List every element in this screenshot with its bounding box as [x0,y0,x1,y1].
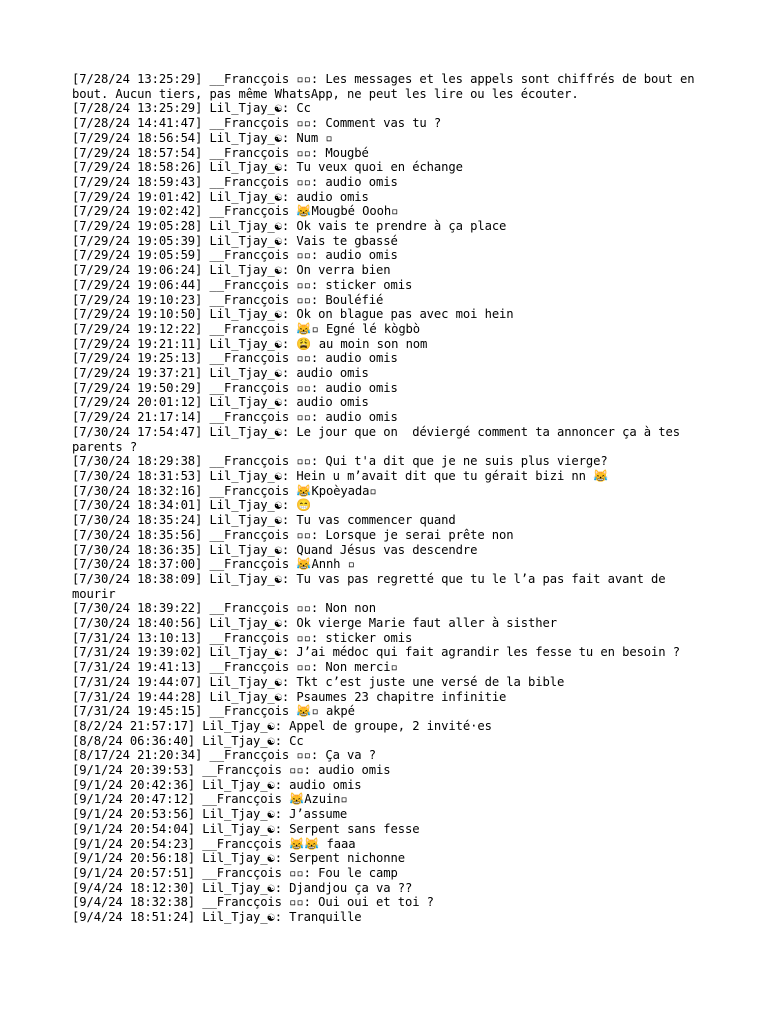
message-separator: : [310,601,326,616]
message-sender: __Francçois ▫▫ [209,116,311,131]
message-text: Psaumes 23 chapitre infinitie [296,689,507,704]
chat-line [72,160,696,175]
message-timestamp: [9/1/24 20:47:12] [72,792,196,807]
message-sender: Lil_Tjay_☯ [209,468,282,483]
message-text: Tu vas commencer quand [296,513,456,528]
message-sender: Lil_Tjay_☯ [202,807,275,822]
message-timestamp: [9/1/24 20:42:36] [72,777,196,792]
message-separator: : [310,248,326,263]
message-text: Kpoèyada▫ [311,483,377,498]
message-separator: : [310,748,326,763]
message-text: sticker omis [325,277,413,292]
chat-line [72,395,696,410]
chat-line [72,410,696,425]
message-separator: : [310,380,326,395]
message-separator: : [281,233,297,248]
message-timestamp: [7/29/24 20:01:12] [72,395,203,410]
message-timestamp: [7/30/24 18:37:00] [72,557,203,572]
message-separator: : [310,145,326,160]
chat-line [72,366,696,381]
message-separator: : [274,851,290,866]
message-sender: __Francçois 😹▫ [209,321,319,336]
message-text: Appel de groupe, 2 invité·es [289,718,492,733]
chat-line [72,822,696,837]
message-sender: __Francçois 😹 [202,792,305,807]
message-separator: : [281,130,297,145]
message-sender: Lil_Tjay_☯ [209,645,282,660]
chat-line [72,675,696,690]
chat-line [72,719,696,734]
message-sender: Lil_Tjay_☯ [202,910,275,925]
chat-line [72,175,696,190]
chat-line [72,866,696,881]
message-text: Quand Jésus vas descendre [296,542,478,557]
message-timestamp: [7/30/24 18:34:01] [72,498,203,513]
message-timestamp: [7/29/24 19:06:24] [72,263,203,278]
message-text: Serpent sans fesse [289,821,420,836]
message-sender: __Francçois ▫▫ [202,763,304,778]
message-separator: : [274,718,290,733]
message-text: Tu vas pas regretté que tu le l’a pas fait avant de mourir [72,571,673,601]
message-sender: __Francçois 😹 [209,483,312,498]
chat-line [72,248,696,263]
message-text: faaa [319,836,356,851]
chat-line [72,381,696,396]
message-sender: Lil_Tjay_☯ [202,777,275,792]
chat-line [72,660,696,675]
message-text: Mougbé [325,145,369,160]
message-separator: : [281,307,297,322]
chat-line [72,763,696,778]
message-text: Les messages et les appels sont chiffrés de bout en bout. Aucun tiers, pas même WhatsApp, ne peut les lire ou les écouter. [72,72,702,101]
chat-line [72,881,696,896]
message-timestamp: [7/29/24 18:56:54] [72,130,203,145]
message-separator: : [281,468,297,483]
message-sender: __Francçois ▫▫ [202,865,304,880]
message-sender: __Francçois ▫▫ [202,895,304,910]
message-sender: Lil_Tjay_☯ [209,160,282,175]
chat-line [72,704,696,719]
message-timestamp: [7/29/24 19:05:39] [72,233,203,248]
message-separator: : [310,351,326,366]
message-separator: : [310,72,326,86]
chat-line [72,895,696,910]
message-separator: : [274,807,290,822]
chat-line [72,792,696,807]
message-separator: : [281,689,297,704]
message-text: audio omis [325,351,398,366]
message-timestamp: [8/17/24 21:20:34] [72,748,203,763]
message-text: audio omis [296,395,369,410]
message-timestamp: [7/30/24 18:40:56] [72,616,203,631]
message-timestamp: [7/30/24 18:35:56] [72,527,203,542]
message-timestamp: [7/31/24 13:10:13] [72,630,203,645]
chat-line [72,337,696,352]
message-separator: : [281,498,297,513]
chat-line [72,263,696,278]
message-separator: : [274,910,290,925]
chat-line [72,351,696,366]
message-sender: __Francçois 😹 [209,204,312,219]
message-sender: Lil_Tjay_☯ [209,616,282,631]
message-timestamp: [7/29/24 18:59:43] [72,174,203,189]
message-text: Hein u m’avait dit que tu gérait bizi nn 😹 [296,468,609,483]
message-timestamp: [7/31/24 19:45:15] [72,704,203,719]
message-separator: : [310,527,326,542]
message-sender: __Francçois ▫▫ [209,145,311,160]
message-text: Tkt c’est juste une versé de la bible [296,674,565,689]
chat-line [72,601,696,616]
chat-line [72,513,696,528]
message-separator: : [310,292,326,307]
message-sender: Lil_Tjay_☯ [209,498,282,513]
message-timestamp: [7/29/24 19:05:28] [72,219,203,234]
message-text: Qui t'a dit que je ne suis plus vierge? [325,454,608,469]
chat-line [72,498,696,513]
message-text: audio omis [296,366,369,381]
message-timestamp: [7/30/24 17:54:47] [72,424,203,439]
message-timestamp: [7/29/24 19:37:21] [72,366,203,381]
message-timestamp: [7/31/24 19:44:28] [72,689,203,704]
message-sender: Lil_Tjay_☯ [209,366,282,381]
message-separator: : [281,395,297,410]
message-sender: __Francçois ▫▫ [209,630,311,645]
message-text: audio omis [325,380,398,395]
chat-line [72,146,696,161]
message-text: On verra bien [296,263,391,278]
message-sender: Lil_Tjay_☯ [209,571,282,586]
chat-line [72,234,696,249]
chat-line [72,190,696,205]
message-timestamp: [9/1/24 20:39:53] [72,763,196,778]
message-text: Vais te gbassé [296,233,398,248]
message-text: Cc [296,101,311,116]
message-timestamp: [7/29/24 19:50:29] [72,380,203,395]
message-separator: : [310,116,326,131]
message-text: Mougbé Oooh▫ [311,204,399,219]
message-sender: Lil_Tjay_☯ [202,718,275,733]
message-text: Ok vais te prendre à ça place [296,219,507,234]
message-text: Non merci▫ [325,660,398,675]
message-timestamp: [7/29/24 19:10:50] [72,307,203,322]
message-separator: : [274,880,290,895]
message-timestamp: [7/30/24 18:32:16] [72,483,203,498]
message-text: Azuin▫ [304,792,348,807]
message-text: Ok on blague pas avec moi hein [296,307,514,322]
message-sender: __Francçois 😹😹 [202,836,320,851]
message-sender: Lil_Tjay_☯ [209,189,282,204]
message-sender: Lil_Tjay_☯ [202,851,275,866]
chat-line [72,734,696,749]
message-separator: : [281,616,297,631]
chat-line [72,910,696,925]
message-text: Tranquille [289,910,362,925]
chat-line [72,293,696,308]
message-text: J’assume [289,807,348,822]
message-sender: __Francçois ▫▫ [209,601,311,616]
message-timestamp: [7/30/24 18:38:09] [72,571,203,586]
message-sender: __Francçois ▫▫ [209,292,311,307]
message-sender: __Francçois ▫▫ [209,380,311,395]
message-sender: __Francçois ▫▫ [209,72,311,86]
chat-line [72,616,696,631]
message-separator: : [310,277,326,292]
message-separator: : [281,263,297,278]
message-timestamp: [7/31/24 19:44:07] [72,674,203,689]
chat-line [72,131,696,146]
message-sender: __Francçois ▫▫ [209,351,311,366]
message-timestamp: [7/28/24 13:25:29] [72,72,203,86]
message-text: J’ai médoc qui fait agrandir les fesse tu en besoin ? [296,645,680,660]
chat-line [72,454,696,469]
chat-line [72,322,696,337]
chat-line [72,278,696,293]
message-sender: Lil_Tjay_☯ [202,733,275,748]
message-text: Fou le camp [318,865,398,880]
message-timestamp: [7/29/24 19:02:42] [72,204,203,219]
message-timestamp: [7/28/24 14:41:47] [72,116,203,131]
message-separator: : [281,542,297,557]
message-text: Ça va ? [325,748,377,763]
message-separator: : [310,454,326,469]
message-sender: Lil_Tjay_☯ [209,130,282,145]
message-text: 😩 au moin son nom [296,336,428,351]
message-timestamp: [8/2/24 21:57:17] [72,718,196,733]
message-timestamp: [7/30/24 18:35:24] [72,513,203,528]
message-sender: __Francçois ▫▫ [209,174,311,189]
message-timestamp: [9/1/24 20:53:56] [72,807,196,822]
message-separator: : [281,571,297,586]
message-separator: : [310,630,326,645]
chat-line [72,631,696,646]
message-sender: Lil_Tjay_☯ [202,821,275,836]
message-sender: __Francçois ▫▫ [209,248,311,263]
message-sender: __Francçois 😹 [209,557,312,572]
message-text: audio omis [296,189,369,204]
chat-line [72,469,696,484]
message-text: audio omis [318,763,391,778]
message-timestamp: [7/29/24 19:21:11] [72,336,203,351]
message-separator: : [281,189,297,204]
message-separator: : [281,424,297,439]
message-sender: Lil_Tjay_☯ [209,395,282,410]
message-text: Djandjou ça va ?? [289,880,413,895]
message-separator: : [274,733,290,748]
message-timestamp: [7/30/24 18:29:38] [72,454,203,469]
message-timestamp: [9/4/24 18:51:24] [72,910,196,925]
message-sender: Lil_Tjay_☯ [209,336,282,351]
message-separator: : [281,645,297,660]
message-timestamp: [7/30/24 18:36:35] [72,542,203,557]
chat-line [72,116,696,131]
chat-line [72,851,696,866]
chat-line [72,307,696,322]
message-timestamp: [7/30/24 18:31:53] [72,468,203,483]
message-separator: : [281,336,297,351]
message-sender: Lil_Tjay_☯ [209,542,282,557]
message-separator: : [281,513,297,528]
message-sender: Lil_Tjay_☯ [209,233,282,248]
message-separator: : [281,219,297,234]
message-text: Serpent nichonne [289,851,405,866]
message-separator: : [281,160,297,175]
chat-line [72,543,696,558]
chat-line [72,528,696,543]
message-separator: : [310,174,326,189]
message-timestamp: [7/29/24 19:25:13] [72,351,203,366]
message-separator: : [274,777,290,792]
message-timestamp: [7/29/24 19:12:22] [72,321,203,336]
message-sender: __Francçois ▫▫ [209,748,311,763]
message-sender: Lil_Tjay_☯ [209,674,282,689]
chat-line [72,72,702,101]
message-text: sticker omis [325,630,413,645]
message-text: Le jour que on déviergé comment ta annoncer ça à tes parents ? [72,424,688,454]
message-separator: : [310,410,326,425]
message-timestamp: [9/1/24 20:56:18] [72,851,196,866]
message-text: Ok vierge Marie faut aller à sisther [296,616,557,631]
message-text: akpé [318,704,355,719]
message-sender: Lil_Tjay_☯ [209,424,282,439]
message-timestamp: [7/29/24 19:10:23] [72,292,203,307]
chat-line [72,778,696,793]
chat-log [72,72,702,925]
message-separator: : [274,821,290,836]
chat-line [72,101,696,116]
message-text: Num ▫ [296,130,333,145]
message-sender: Lil_Tjay_☯ [209,101,282,116]
message-text: audio omis [325,248,398,263]
message-sender: Lil_Tjay_☯ [209,219,282,234]
chat-line [72,572,696,601]
message-separator: : [310,660,326,675]
chat-line [72,425,696,454]
message-timestamp: [8/8/24 06:36:40] [72,733,196,748]
message-text: Oui oui et toi ? [318,895,434,910]
chat-line [72,484,696,499]
message-timestamp: [7/31/24 19:39:02] [72,645,203,660]
message-timestamp: [7/29/24 19:06:44] [72,277,203,292]
message-separator: : [303,895,319,910]
message-sender: __Francçois ▫▫ [209,410,311,425]
message-timestamp: [7/29/24 18:57:54] [72,145,203,160]
message-text: Annh ▫ [311,557,355,572]
message-sender: Lil_Tjay_☯ [202,880,275,895]
message-text: Non non [325,601,377,616]
message-separator: : [303,763,319,778]
message-timestamp: [9/1/24 20:54:23] [72,836,196,851]
message-sender: __Francçois ▫▫ [209,277,311,292]
message-timestamp: [9/1/24 20:54:04] [72,821,196,836]
message-text: Comment vas tu ? [325,116,442,131]
message-sender: Lil_Tjay_☯ [209,689,282,704]
message-timestamp: [7/28/24 13:25:29] [72,101,203,116]
chat-line [72,837,696,852]
chat-line [72,645,696,660]
message-sender: Lil_Tjay_☯ [209,513,282,528]
chat-line [72,204,696,219]
chat-line [72,748,696,763]
message-sender: __Francçois ▫▫ [209,527,311,542]
message-timestamp: [9/1/24 20:57:51] [72,865,196,880]
message-separator: : [281,674,297,689]
message-timestamp: [7/30/24 18:39:22] [72,601,203,616]
message-timestamp: [9/4/24 18:32:38] [72,895,196,910]
message-timestamp: [7/31/24 19:41:13] [72,660,203,675]
chat-line [72,219,696,234]
message-text: Tu veux quoi en échange [296,160,463,175]
message-text: audio omis [325,174,398,189]
message-text: 😁 [296,498,312,513]
message-separator: : [303,865,319,880]
message-text: audio omis [325,410,398,425]
message-separator: : [281,101,297,116]
message-text: Egné lé kògbò [318,321,421,336]
message-timestamp: [7/29/24 21:17:14] [72,410,203,425]
message-timestamp: [9/4/24 18:12:30] [72,880,196,895]
message-text: audio omis [289,777,362,792]
message-timestamp: [7/29/24 18:58:26] [72,160,203,175]
message-sender: __Francçois ▫▫ [209,454,311,469]
message-sender: __Francçois 😹▫ [209,704,319,719]
message-sender: Lil_Tjay_☯ [209,307,282,322]
chat-line [72,557,696,572]
chat-line [72,807,696,822]
chat-line [72,690,696,705]
message-separator: : [281,366,297,381]
message-timestamp: [7/29/24 19:05:59] [72,248,203,263]
message-text: Bouléfié [325,292,384,307]
message-text: Cc [289,733,304,748]
message-timestamp: [7/29/24 19:01:42] [72,189,203,204]
message-sender: __Francçois ▫▫ [209,660,311,675]
message-sender: Lil_Tjay_☯ [209,263,282,278]
message-text: Lorsque je serai prête non [325,527,514,542]
